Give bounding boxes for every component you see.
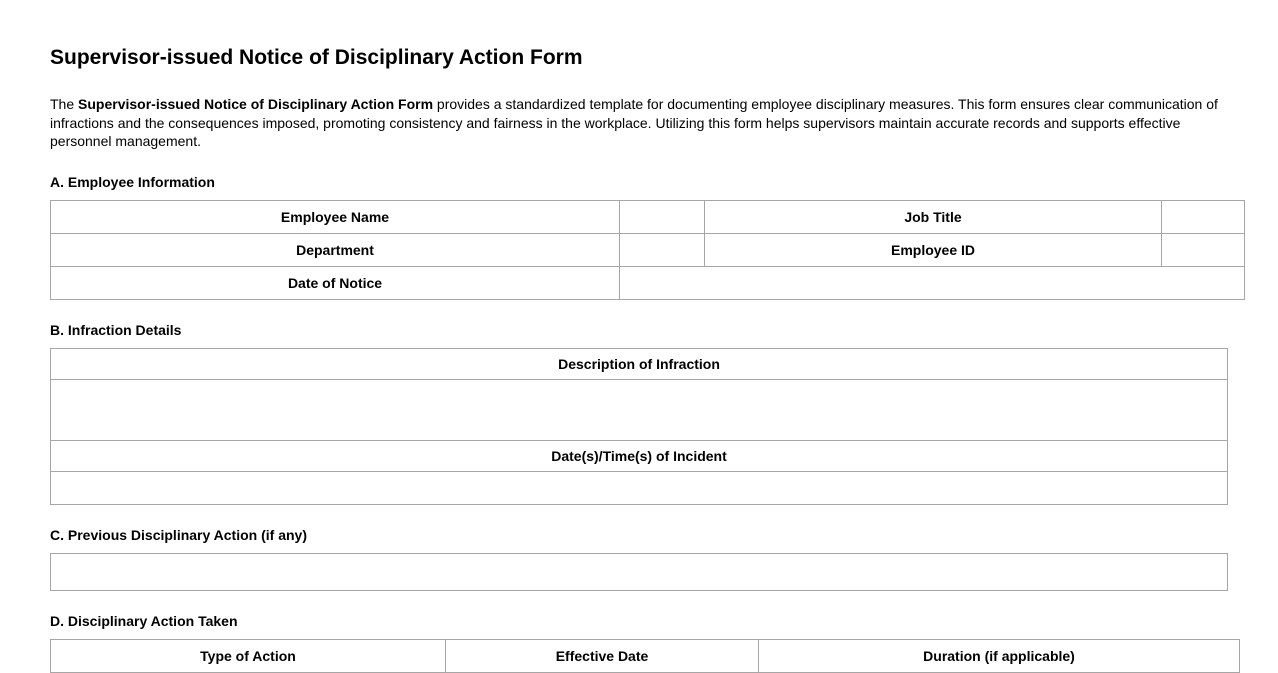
employee-info-table xyxy=(50,200,1245,300)
intro-paragraph xyxy=(50,95,1228,151)
previous-disciplinary-action-blank-cell xyxy=(51,553,1228,590)
date-of-notice-label: Date of Notice xyxy=(51,266,620,299)
table-row xyxy=(51,379,1228,440)
table-row xyxy=(51,233,1245,266)
section-d-heading: D. Disciplinary Action Taken xyxy=(50,612,238,629)
section-c-heading: C. Previous Disciplinary Action (if any) xyxy=(50,526,307,543)
effective-date-label: Effective Date xyxy=(446,639,759,672)
department-label: Department xyxy=(51,233,620,266)
intro-bold-form-name: Supervisor-issued Notice of Disciplinary Action Form xyxy=(78,96,434,112)
previous-disciplinary-action-table xyxy=(50,553,1228,591)
section-a-heading: A. Employee Information xyxy=(50,173,215,190)
type-of-action-label: Type of Action xyxy=(51,639,446,672)
employee-id-label: Employee ID xyxy=(705,233,1162,266)
duration-label: Duration (if applicable) xyxy=(759,639,1240,672)
table-row xyxy=(51,471,1228,504)
description-of-infraction-label: Description of Infraction xyxy=(51,348,1228,379)
intro-lead: The xyxy=(50,96,79,112)
table-row xyxy=(51,440,1228,471)
date-of-notice-blank-cell xyxy=(620,266,1245,299)
employee-id-blank-cell xyxy=(1162,233,1245,266)
dates-times-of-incident-blank-cell xyxy=(51,471,1228,504)
table-row xyxy=(51,639,1240,672)
intro-rest: provides a standardized template for documenting employee disciplinary measures. This form ensures clear communication of infractions and the consequences imposed, promoting consistency and fairness in the workplace. Utilizing this form helps supervisors maintain accurate records and supports effective personnel management. xyxy=(50,96,1218,149)
job-title-blank-cell xyxy=(1162,200,1245,233)
description-of-infraction-blank-cell xyxy=(51,379,1228,440)
disciplinary-action-taken-table xyxy=(50,639,1240,673)
table-row xyxy=(51,553,1228,590)
department-blank-cell xyxy=(620,233,705,266)
infraction-details-table xyxy=(50,348,1228,505)
table-row xyxy=(51,266,1245,299)
section-b-heading: B. Infraction Details xyxy=(50,321,182,338)
employee-name-label: Employee Name xyxy=(51,200,620,233)
table-row xyxy=(51,348,1228,379)
table-row xyxy=(51,200,1245,233)
dates-times-of-incident-label: Date(s)/Time(s) of Incident xyxy=(51,440,1228,471)
page-title: Supervisor-issued Notice of Disciplinary Action Form xyxy=(50,46,583,69)
job-title-label: Job Title xyxy=(705,200,1162,233)
employee-name-blank-cell xyxy=(620,200,705,233)
